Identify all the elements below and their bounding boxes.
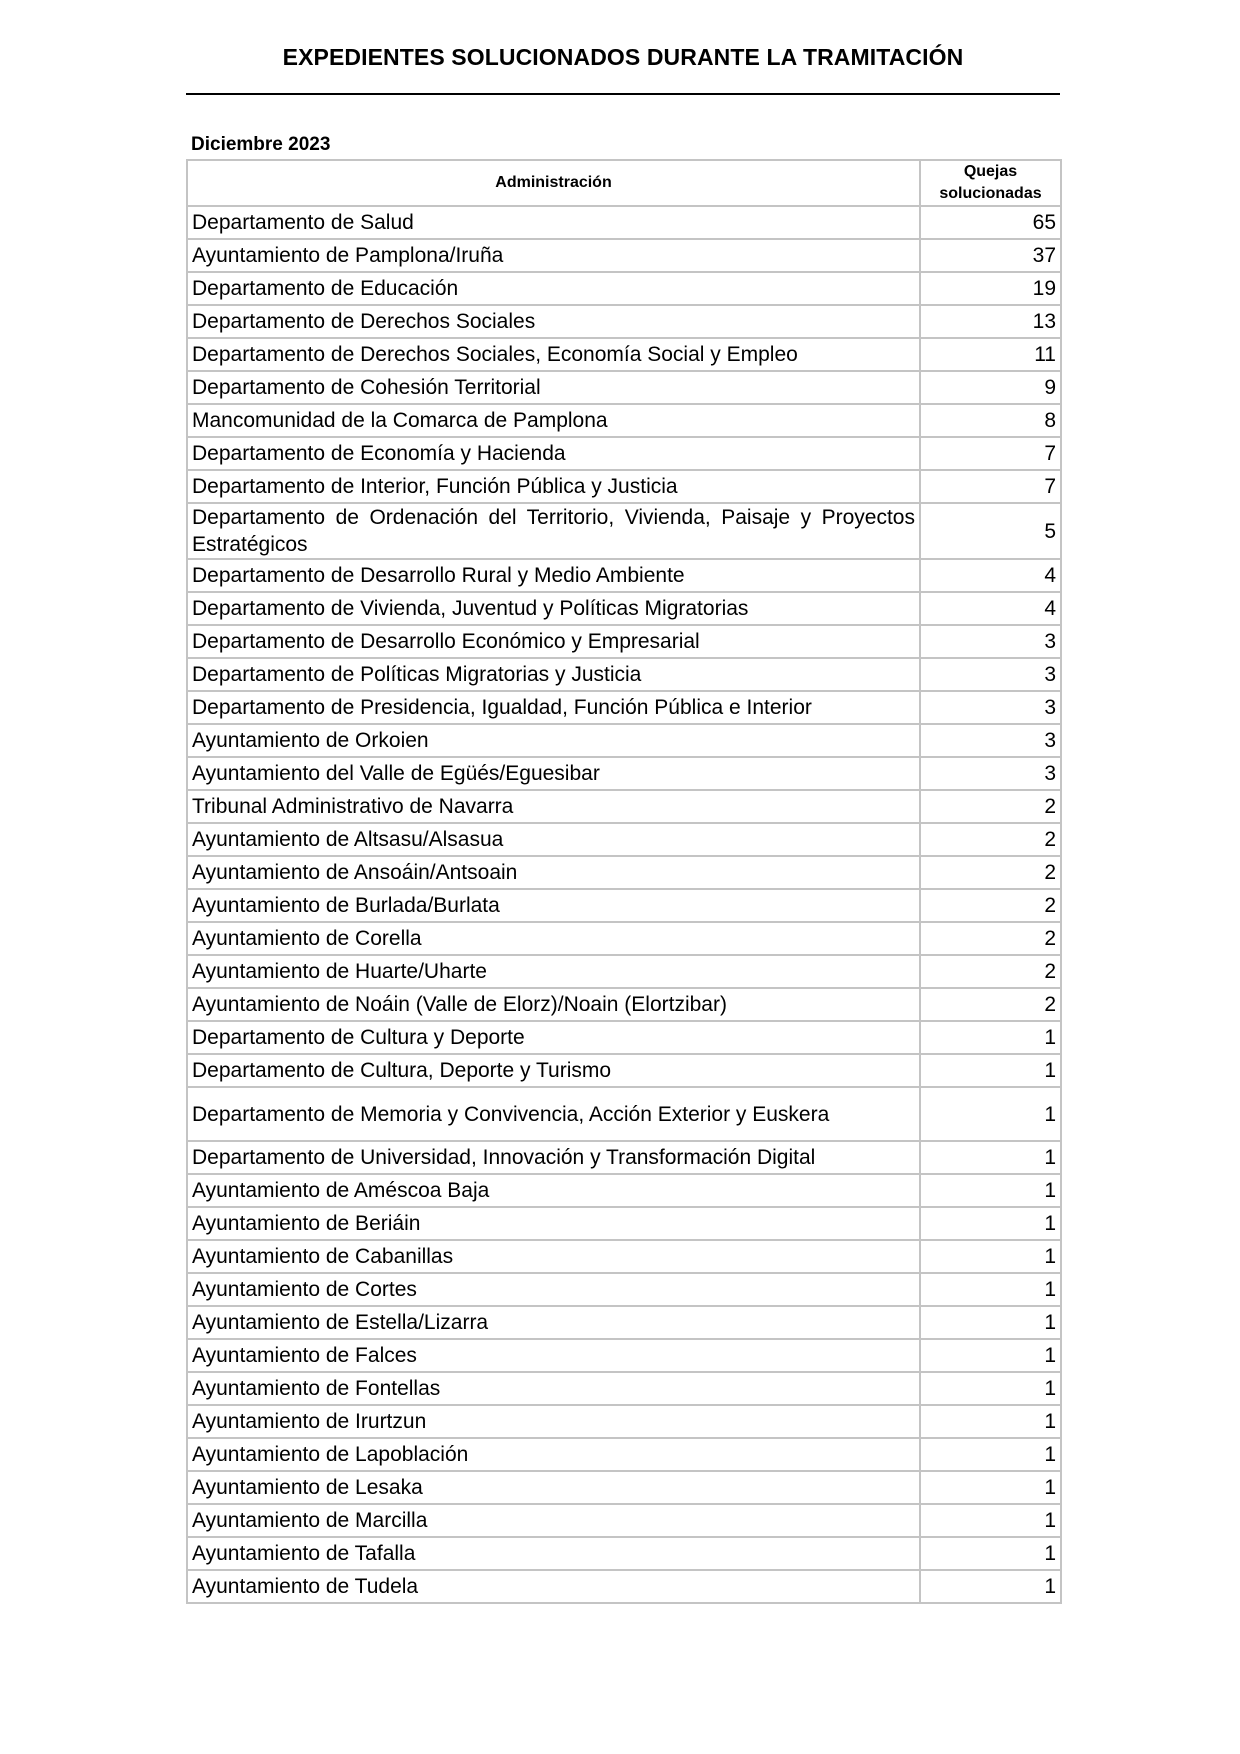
administration-cell: Ayuntamiento de Tudela	[187, 1570, 920, 1603]
administration-cell: Departamento de Cultura, Deporte y Turismo	[187, 1054, 920, 1087]
table-row	[187, 1174, 1061, 1207]
administration-cell: Ayuntamiento de Irurtzun	[187, 1405, 920, 1438]
administration-cell: Departamento de Desarrollo Económico y Empresarial	[187, 625, 920, 658]
table-row	[187, 592, 1061, 625]
table-row	[187, 1537, 1061, 1570]
count-cell: 3	[920, 724, 1061, 757]
table-row	[187, 856, 1061, 889]
count-cell: 7	[920, 437, 1061, 470]
count-cell: 19	[920, 272, 1061, 305]
count-cell: 3	[920, 691, 1061, 724]
administration-cell: Departamento de Interior, Función Pública y Justicia	[187, 470, 920, 503]
administration-cell: Ayuntamiento de Estella/Lizarra	[187, 1306, 920, 1339]
table-row	[187, 470, 1061, 503]
administration-cell: Departamento de Educación	[187, 272, 920, 305]
count-cell: 4	[920, 559, 1061, 592]
administration-cell: Ayuntamiento de Altsasu/Alsasua	[187, 823, 920, 856]
table-row	[187, 1339, 1061, 1372]
table-row	[187, 691, 1061, 724]
administration-cell: Departamento de Economía y Hacienda	[187, 437, 920, 470]
table-row	[187, 724, 1061, 757]
table-row	[187, 823, 1061, 856]
count-cell: 7	[920, 470, 1061, 503]
table-row	[187, 239, 1061, 272]
administration-cell: Departamento de Desarrollo Rural y Medio Ambiente	[187, 559, 920, 592]
count-cell: 1	[920, 1240, 1061, 1273]
table-row	[187, 371, 1061, 404]
table-row	[187, 658, 1061, 691]
administration-cell: Departamento de Políticas Migratorias y Justicia	[187, 658, 920, 691]
count-cell: 13	[920, 305, 1061, 338]
table-row	[187, 889, 1061, 922]
column-header-line-2: solucionadas	[939, 185, 1042, 202]
count-cell: 1	[920, 1207, 1061, 1240]
administration-cell: Departamento de Presidencia, Igualdad, Función Pública e Interior	[187, 691, 920, 724]
count-cell: 11	[920, 338, 1061, 371]
count-cell: 3	[920, 658, 1061, 691]
administration-cell: Ayuntamiento de Beriáin	[187, 1207, 920, 1240]
count-cell: 1	[920, 1339, 1061, 1372]
count-cell: 1	[920, 1372, 1061, 1405]
table-row	[187, 272, 1061, 305]
administration-cell: Departamento de Derechos Sociales, Economía Social y Empleo	[187, 338, 920, 371]
count-cell: 5	[920, 503, 1061, 559]
table-row	[187, 1372, 1061, 1405]
table-row	[187, 1087, 1061, 1141]
table-row	[187, 1570, 1061, 1603]
count-cell: 2	[920, 922, 1061, 955]
administration-cell: Ayuntamiento de Pamplona/Iruña	[187, 239, 920, 272]
table-row	[187, 955, 1061, 988]
table-row	[187, 757, 1061, 790]
table-row	[187, 437, 1061, 470]
column-header-administration: Administración	[187, 160, 920, 206]
count-cell: 3	[920, 757, 1061, 790]
count-cell: 9	[920, 371, 1061, 404]
count-cell: 1	[920, 1537, 1061, 1570]
count-cell: 1	[920, 1504, 1061, 1537]
table-row	[187, 1273, 1061, 1306]
administration-cell: Departamento de Cultura y Deporte	[187, 1021, 920, 1054]
count-cell: 8	[920, 404, 1061, 437]
table-row	[187, 1207, 1061, 1240]
count-cell: 65	[920, 206, 1061, 239]
administration-cell: Ayuntamiento de Burlada/Burlata	[187, 889, 920, 922]
table-row	[187, 305, 1061, 338]
table-row	[187, 503, 1061, 559]
administration-cell: Departamento de Salud	[187, 206, 920, 239]
administration-cell: Departamento de Memoria y Convivencia, Acción Exterior y Euskera	[187, 1087, 920, 1141]
administration-cell: Ayuntamiento de Huarte/Uharte	[187, 955, 920, 988]
administration-cell: Ayuntamiento de Orkoien	[187, 724, 920, 757]
page-title: EXPEDIENTES SOLUCIONADOS DURANTE LA TRAMITACIÓN	[282, 44, 964, 70]
table-row	[187, 1054, 1061, 1087]
administration-cell: Departamento de Vivienda, Juventud y Políticas Migratorias	[187, 592, 920, 625]
administration-cell: Ayuntamiento del Valle de Egüés/Eguesibar	[187, 757, 920, 790]
table-row	[187, 338, 1061, 371]
count-cell: 3	[920, 625, 1061, 658]
count-cell: 1	[920, 1438, 1061, 1471]
administration-cell: Ayuntamiento de Noáin (Valle de Elorz)/Noain (Elortzibar)	[187, 988, 920, 1021]
administration-cell: Departamento de Universidad, Innovación y Transformación Digital	[187, 1141, 920, 1174]
table-body	[187, 206, 1061, 1603]
table-row	[187, 206, 1061, 239]
administration-cell: Tribunal Administrativo de Navarra	[187, 790, 920, 823]
table-row	[187, 1504, 1061, 1537]
count-cell: 2	[920, 955, 1061, 988]
count-cell: 1	[920, 1087, 1061, 1141]
count-cell: 1	[920, 1054, 1061, 1087]
administration-cell: Ayuntamiento de Cortes	[187, 1273, 920, 1306]
title-divider	[186, 93, 1060, 95]
count-cell: 4	[920, 592, 1061, 625]
administration-cell: Ayuntamiento de Marcilla	[187, 1504, 920, 1537]
table-row	[187, 988, 1061, 1021]
administration-cell: Ayuntamiento de Lapoblación	[187, 1438, 920, 1471]
administration-cell: Ayuntamiento de Cabanillas	[187, 1240, 920, 1273]
administration-cell: Ayuntamiento de Améscoa Baja	[187, 1174, 920, 1207]
count-cell: 2	[920, 889, 1061, 922]
table-row	[187, 1306, 1061, 1339]
table-row	[187, 1438, 1061, 1471]
table-row	[187, 404, 1061, 437]
column-header-resolved-complaints	[920, 160, 1061, 206]
administration-cell: Departamento de Ordenación del Territorio, Vivienda, Paisaje y Proyectos Estratégicos	[187, 503, 920, 559]
table-row	[187, 1471, 1061, 1504]
column-header-line-1: Quejas	[963, 163, 1018, 180]
administration-cell: Ayuntamiento de Lesaka	[187, 1471, 920, 1504]
count-cell: 1	[920, 1174, 1061, 1207]
table-row	[187, 1240, 1061, 1273]
administration-cell: Departamento de Cohesión Territorial	[187, 371, 920, 404]
count-cell: 1	[920, 1273, 1061, 1306]
count-cell: 2	[920, 790, 1061, 823]
administration-cell: Ayuntamiento de Corella	[187, 922, 920, 955]
table-row	[187, 1405, 1061, 1438]
table-row	[187, 559, 1061, 592]
count-cell: 1	[920, 1405, 1061, 1438]
table-row	[187, 1141, 1061, 1174]
administration-cell: Ayuntamiento de Ansoáin/Antsoain	[187, 856, 920, 889]
table-row	[187, 1021, 1061, 1054]
count-cell: 2	[920, 823, 1061, 856]
count-cell: 2	[920, 856, 1061, 889]
table-header-row	[187, 160, 1061, 206]
administration-cell: Ayuntamiento de Falces	[187, 1339, 920, 1372]
report-period: Diciembre 2023	[191, 134, 331, 155]
count-cell: 1	[920, 1471, 1061, 1504]
count-cell: 2	[920, 988, 1061, 1021]
administration-cell: Ayuntamiento de Tafalla	[187, 1537, 920, 1570]
count-cell: 1	[920, 1021, 1061, 1054]
table-row	[187, 625, 1061, 658]
count-cell: 1	[920, 1306, 1061, 1339]
complaints-table	[186, 159, 1062, 1604]
count-cell: 1	[920, 1570, 1061, 1603]
administration-cell: Mancomunidad de la Comarca de Pamplona	[187, 404, 920, 437]
table-row	[187, 790, 1061, 823]
administration-cell: Ayuntamiento de Fontellas	[187, 1372, 920, 1405]
administration-cell: Departamento de Derechos Sociales	[187, 305, 920, 338]
count-cell: 1	[920, 1141, 1061, 1174]
table-row	[187, 922, 1061, 955]
count-cell: 37	[920, 239, 1061, 272]
